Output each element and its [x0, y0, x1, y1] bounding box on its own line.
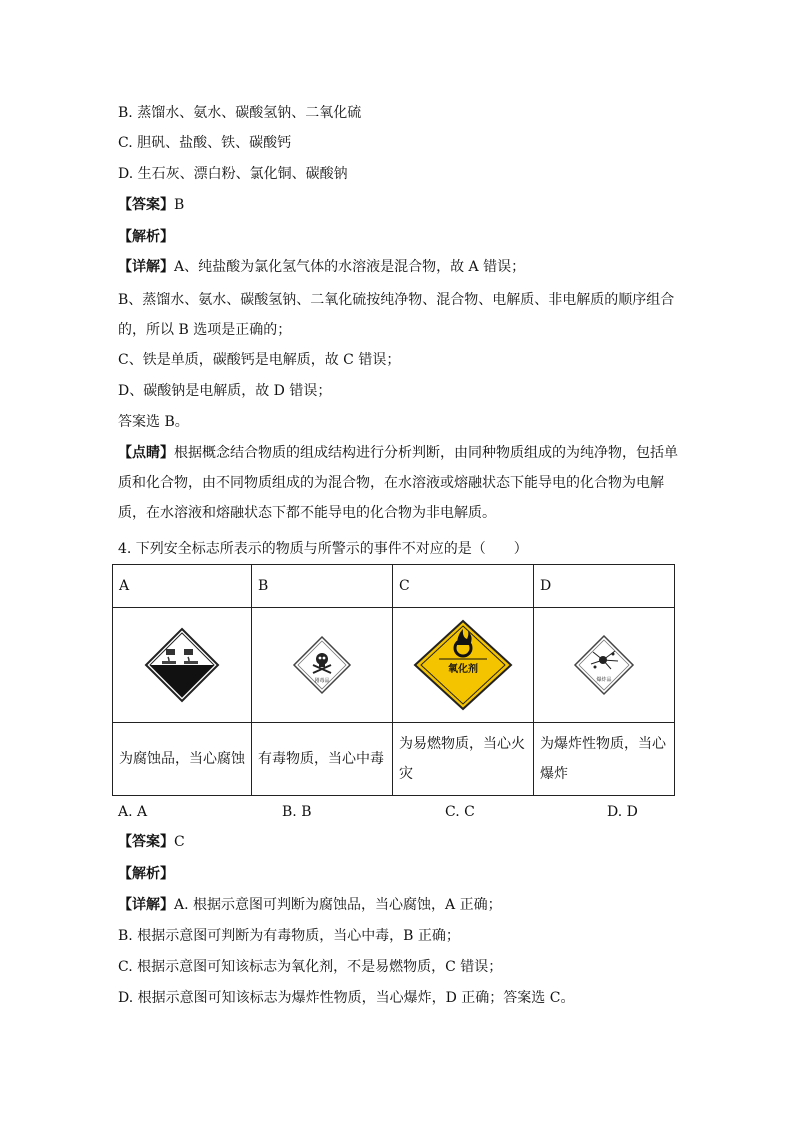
answer-1 — [118, 195, 184, 215]
detail-1-d: D、碳酸钠是电解质，故 D 错误； — [118, 383, 332, 399]
detail-2-a — [118, 895, 502, 915]
desc-c: 为易燃物质，当心火灾 — [393, 723, 534, 796]
choice-d: D. D — [607, 804, 638, 820]
option-b-line: B. 蒸馏水、氨水、碳酸氢钠、二氧化硫 — [118, 105, 362, 121]
detail-1-c: C、铁是单质，碳酸钙是电解质，故 C 错误； — [118, 352, 401, 368]
sign-cell-c — [393, 608, 534, 723]
desc-d: 为爆炸性物质，当心爆炸 — [534, 723, 675, 796]
analysis-1-heading: 【解析】 — [118, 229, 174, 245]
detail-text: A. 根据示意图可判断为腐蚀品，当心腐蚀，A 正确； — [174, 897, 502, 913]
corrosive-sign-icon — [144, 627, 220, 703]
option-c-line: C. 胆矾、盐酸、铁、碳酸钙 — [118, 135, 292, 151]
detail-tag: 【详解】 — [118, 259, 174, 275]
analysis-2-heading: 【解析】 — [118, 866, 174, 882]
header-c: C — [393, 565, 534, 608]
answer-value: C — [174, 834, 185, 850]
choice-c: C. C — [445, 804, 475, 820]
sign-cell-b — [252, 608, 393, 723]
detail-text: A、纯盐酸为氯化氢气体的水溶液是混合物，故 A 错误； — [174, 259, 526, 275]
header-b: B — [252, 565, 393, 608]
answer-tag: 【答案】 — [118, 834, 174, 850]
detail-1-b: B、蒸馏水、氨水、碳酸氢钠、二氧化硫按纯净物、混合物、电解质、非电解质的顺序组合的，所以 B 选项是正确的； — [118, 292, 675, 338]
table-header-row — [113, 565, 675, 608]
toxic-sign-icon — [292, 635, 352, 695]
sign-cell-d — [534, 608, 675, 723]
detail-1-a — [118, 257, 525, 277]
desc-b: 有毒物质，当心中毒 — [252, 723, 393, 796]
table-description-row — [113, 723, 675, 796]
explosive-sign-label: 爆炸品 — [596, 677, 612, 683]
sign-cell-a — [113, 608, 252, 723]
choice-b: B. B — [282, 804, 312, 820]
header-d: D — [534, 565, 675, 608]
tip-paragraph — [118, 438, 678, 528]
detail-2-b: B. 根据示意图可判断为有毒物质，当心中毒，B 正确； — [118, 928, 460, 944]
table-icon-row — [113, 608, 675, 723]
answer-value: B — [174, 197, 185, 213]
detail-tag: 【详解】 — [118, 897, 174, 913]
explosive-sign-icon — [573, 634, 635, 696]
question-4: 4. 下列安全标志所表示的物质与所警示的事件不对应的是（ ） — [118, 541, 528, 557]
detail-2-c: C. 根据示意图可知该标志为氧化剂，不是易燃物质，C 错误； — [118, 959, 503, 975]
detail-2-d: D. 根据示意图可知该标志为爆炸性物质，当心爆炸，D 正确；答案选 C。 — [118, 990, 575, 1006]
tip-tag: 【点睛】 — [118, 445, 174, 461]
oxidizer-sign-icon — [413, 619, 513, 711]
desc-a: 为腐蚀品，当心腐蚀 — [113, 723, 252, 796]
choice-a: A. A — [118, 804, 148, 820]
oxidizer-sign-label: 氧化剂 — [448, 664, 478, 675]
tip-text: 根据概念结合物质的组成结构进行分析判断，由同种物质组成的为纯净物，包括单质和化合物，由不同物质组成的为混合物，在水溶液或熔融状态下能导电的化合物为电解质，在水溶液和熔融状态下都不能导电的化合物为非电解质。 — [118, 445, 678, 521]
toxic-sign-label: 剧毒品 — [314, 678, 330, 684]
safety-signs-table — [112, 564, 675, 796]
header-a: A — [113, 565, 252, 608]
answer-2 — [118, 832, 185, 852]
answer-tag: 【答案】 — [118, 197, 174, 213]
option-d-line: D. 生石灰、漂白粉、氯化铜、碳酸钠 — [118, 166, 348, 182]
final-answer-1: 答案选 B。 — [118, 414, 189, 430]
